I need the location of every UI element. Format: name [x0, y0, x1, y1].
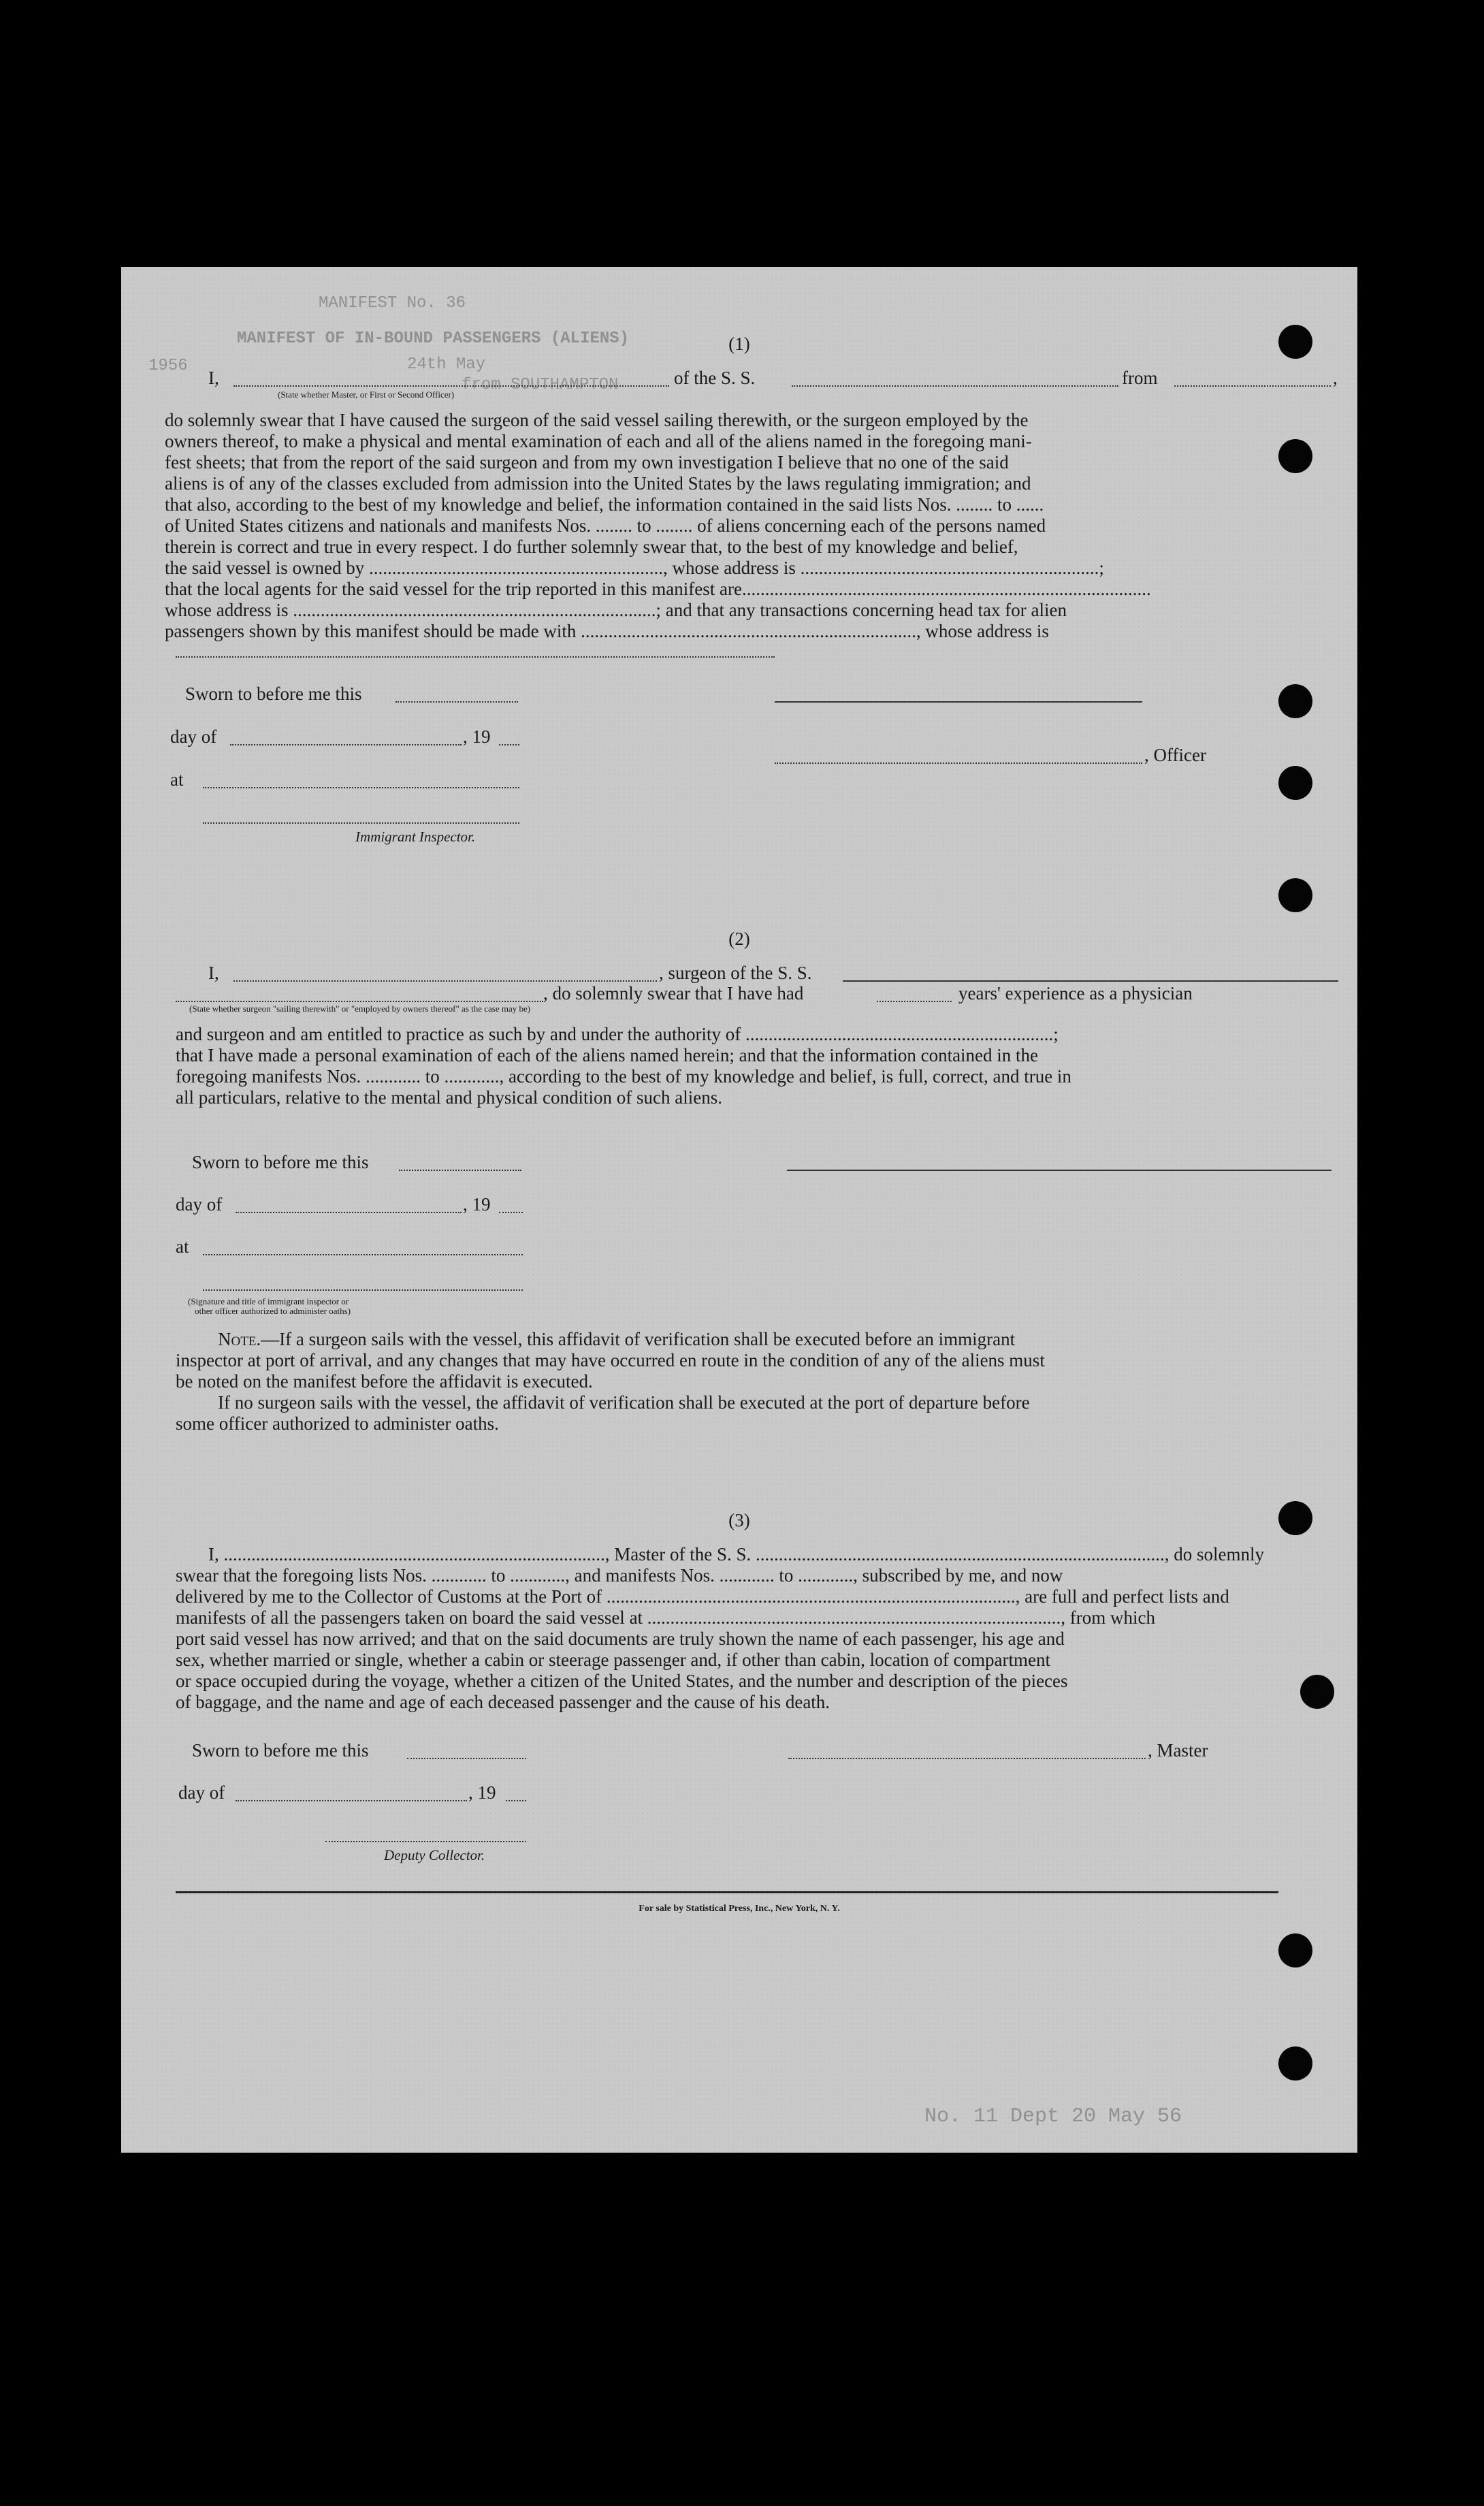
para-line: or space occupied during the voyage, whether a citizen of the United States, and the number and description of the pieces — [176, 1671, 1068, 1691]
para-line: that the local agents for the said vessel for the trip reported in this manifest are......................................................................................... — [165, 579, 1151, 599]
section-2-number: (2) — [728, 929, 750, 949]
stamp-year: 1956 — [148, 357, 188, 375]
sec2-year-line — [499, 1212, 523, 1213]
para-line: foregoing manifests Nos. ............ to ............, according to the best of my knowledge and belief, is full, correct, and true in — [176, 1066, 1071, 1087]
sec1-signer: Immigrant Inspector. — [355, 829, 476, 845]
sec2-sworn: Sworn to before me this — [192, 1152, 369, 1172]
sec3-day-line — [236, 1800, 467, 1801]
para-line: all particulars, relative to the mental and physical condition of such aliens. — [176, 1087, 722, 1108]
sec2-sworn-line — [399, 1170, 521, 1171]
stamp-port: from SOUTHAMPTON — [462, 376, 619, 394]
sec1-officer-line — [775, 762, 1142, 764]
section-3-number: (3) — [728, 1510, 750, 1530]
sec1-name-line — [233, 385, 669, 387]
punch-hole — [1300, 1675, 1334, 1709]
punch-hole — [1278, 684, 1312, 718]
punch-hole — [1278, 439, 1312, 473]
note-line: some officer authorized to administer oaths. — [176, 1413, 499, 1434]
para-line: do solemnly swear that I have caused the surgeon of the said vessel sailing therewith, or the surgeon employed by the — [165, 410, 1029, 430]
para-line: the said vessel is owned by ................................................................, whose address is .................................................................; — [165, 558, 1104, 578]
sec2-years-line — [877, 1001, 952, 1002]
para-line: therein is correct and true in every respect. I do further solemnly swear that, to the best of my knowledge and belief, — [165, 536, 1018, 557]
sec1-address-line — [176, 656, 775, 658]
sec1-vessel-line — [792, 385, 1118, 387]
sec2-sig-line — [787, 1170, 1332, 1171]
sec1-from: from — [1122, 368, 1158, 388]
section-1-number: (1) — [728, 334, 750, 354]
sec1-paragraph — [165, 410, 1336, 642]
para-line: owners thereof, to make a physical and mental examination of each and all of the aliens named in the foregoing mani- — [165, 431, 1032, 451]
punch-hole — [1278, 1501, 1312, 1535]
sec1-i: I, — [208, 368, 219, 388]
punch-hole — [1278, 766, 1312, 800]
sec1-year-line — [499, 744, 519, 745]
sec3-sworn: Sworn to before me this — [192, 1740, 369, 1761]
sec1-from-line — [1174, 385, 1331, 387]
note-line: If no surgeon sails with the vessel, the affidavit of verification shall be executed at the port of departure before — [218, 1392, 1030, 1413]
punch-hole — [1278, 2046, 1312, 2081]
sec3-paragraph — [176, 1544, 1336, 1713]
sec2-surgeon-note: (State whether surgeon "sailing therewith" or "employed by owners thereof" as the case may be) — [189, 1003, 531, 1014]
sec2-at-line — [203, 1254, 523, 1255]
sec3-sworn-line — [407, 1758, 526, 1759]
sec1-inspector-line — [203, 822, 519, 824]
sec2-paragraph — [176, 1024, 1336, 1108]
stamp-bottom-number: No. 11 Dept 20 May 56 — [924, 2105, 1182, 2128]
para-line: delivered by me to the Collector of Customs at the Port of ........................................................................................., are full and perfect lists and — [176, 1586, 1229, 1607]
note-line: be noted on the manifest before the affidavit is executed. — [176, 1371, 593, 1392]
para-line: sex, whether married or single, whether a cabin or steerage passenger and, if other than cabin, location of compartment — [176, 1650, 1051, 1670]
stamp-date: 24th May — [407, 355, 486, 374]
sec3-year: , 19 — [468, 1782, 496, 1803]
sec2-year: , 19 — [463, 1194, 491, 1215]
footer-rule — [176, 1891, 1278, 1893]
sec3-signer: Deputy Collector. — [384, 1847, 485, 1863]
sec2-surgeon-of: , surgeon of the S. S. — [659, 963, 812, 983]
para-line: fest sheets; that from the report of the said surgeon and from my own investigation I believe that no one of the said — [165, 452, 1009, 472]
sec2-inspector-line — [203, 1289, 523, 1291]
sec2-signer-note2: other officer authorized to administer oaths) — [195, 1306, 351, 1316]
sec1-comma: , — [1333, 368, 1338, 388]
para-line: that also, according to the best of my knowledge and belief, the information contained in the said lists Nos. ........ to ...... — [165, 494, 1044, 515]
para-line: passengers shown by this manifest should be made with ........................................................................., whose address is — [165, 621, 1049, 641]
sec1-day-line — [230, 744, 462, 745]
note-line: inspector at port of arrival, and any changes that may have occurred en route in the condition of any of the aliens must — [176, 1350, 1045, 1370]
punch-hole — [1278, 878, 1312, 912]
sec3-master: , Master — [1148, 1740, 1208, 1761]
para-line: of United States citizens and nationals and manifests Nos. ........ to ........ of aliens concerning each of the persons named — [165, 515, 1046, 536]
sec3-year-line — [506, 1800, 526, 1801]
punch-hole — [1278, 325, 1312, 359]
sec2-at: at — [176, 1236, 189, 1257]
sec2-day-of: day of — [176, 1194, 223, 1215]
para-line: whose address is ...............................................................................; and that any transactions concerning head tax for alien — [165, 600, 1067, 620]
stamp-manifest-no: MANIFEST No. 36 — [319, 294, 466, 312]
para-line: aliens is of any of the classes excluded from admission into the United States by the laws regulating immigration; and — [165, 473, 1031, 494]
para-line: manifests of all the passengers taken on board the said vessel at .........................................................................................., from which — [176, 1607, 1156, 1628]
para-line: and surgeon and am entitled to practice as such by and under the authority of ...................................................................; — [176, 1024, 1059, 1044]
para-line: of baggage, and the name and age of each deceased passenger and the cause of his death. — [176, 1692, 830, 1712]
sec2-swear: , do solemnly swear that I have had — [543, 983, 804, 1003]
note-line-1: Note.—If a surgeon sails with the vessel, this affidavit of verification shall be executed before an immigrant — [218, 1329, 1016, 1349]
sec3-day-of: day of — [178, 1782, 225, 1803]
para-line: I, ..................................................................................., Master of the S. S. ........................................................................................., do solemnly — [208, 1544, 1264, 1564]
manifest-affidavit-page — [121, 267, 1357, 2153]
sec2-vessel-line — [843, 980, 1338, 982]
sec1-sworn-line — [396, 701, 518, 703]
para-line: swear that the foregoing lists Nos. ............ to ............, and manifests Nos. ............ to ............, subscribed by me, and now — [176, 1565, 1063, 1586]
sec1-year: , 19 — [463, 726, 491, 747]
sec1-officer-sig-line — [775, 701, 1142, 703]
para-line: port said vessel has now arrived; and that on the said documents are truly shown the name of each passenger, his age and — [176, 1628, 1065, 1649]
sec2-name-line — [233, 980, 657, 982]
sec3-master-line — [788, 1758, 1146, 1759]
punch-hole — [1278, 1933, 1312, 1967]
sec2-years: years' experience as a physician — [958, 983, 1193, 1003]
sec3-collector-line — [325, 1841, 526, 1842]
footer-text: For sale by Statistical Press, Inc., New York, N. Y. — [639, 1903, 840, 1914]
sec1-at-line — [203, 787, 519, 788]
sec2-signer-note1: (Signature and title of immigrant inspector or — [188, 1296, 349, 1306]
para-line: that I have made a personal examination of each of the aliens named herein; and that the information contained in the — [176, 1045, 1039, 1065]
sec2-day-line — [236, 1212, 462, 1213]
sec2-note — [176, 1329, 1336, 1434]
sec1-officer-note: (State whether Master, or First or Second Officer) — [278, 389, 455, 400]
note-label: Note. — [218, 1329, 261, 1349]
sec2-surgeon-line — [176, 1001, 543, 1002]
sec1-sworn: Sworn to before me this — [185, 684, 362, 704]
sec1-day-of: day of — [170, 726, 217, 747]
stamp-heading: MANIFEST OF IN-BOUND PASSENGERS (ALIENS) — [237, 330, 630, 348]
sec1-of-ss: of the S. S. — [674, 368, 756, 388]
sec2-i: I, — [208, 963, 219, 983]
sec1-at: at — [170, 769, 184, 790]
sec1-officer: , Officer — [1144, 745, 1206, 765]
